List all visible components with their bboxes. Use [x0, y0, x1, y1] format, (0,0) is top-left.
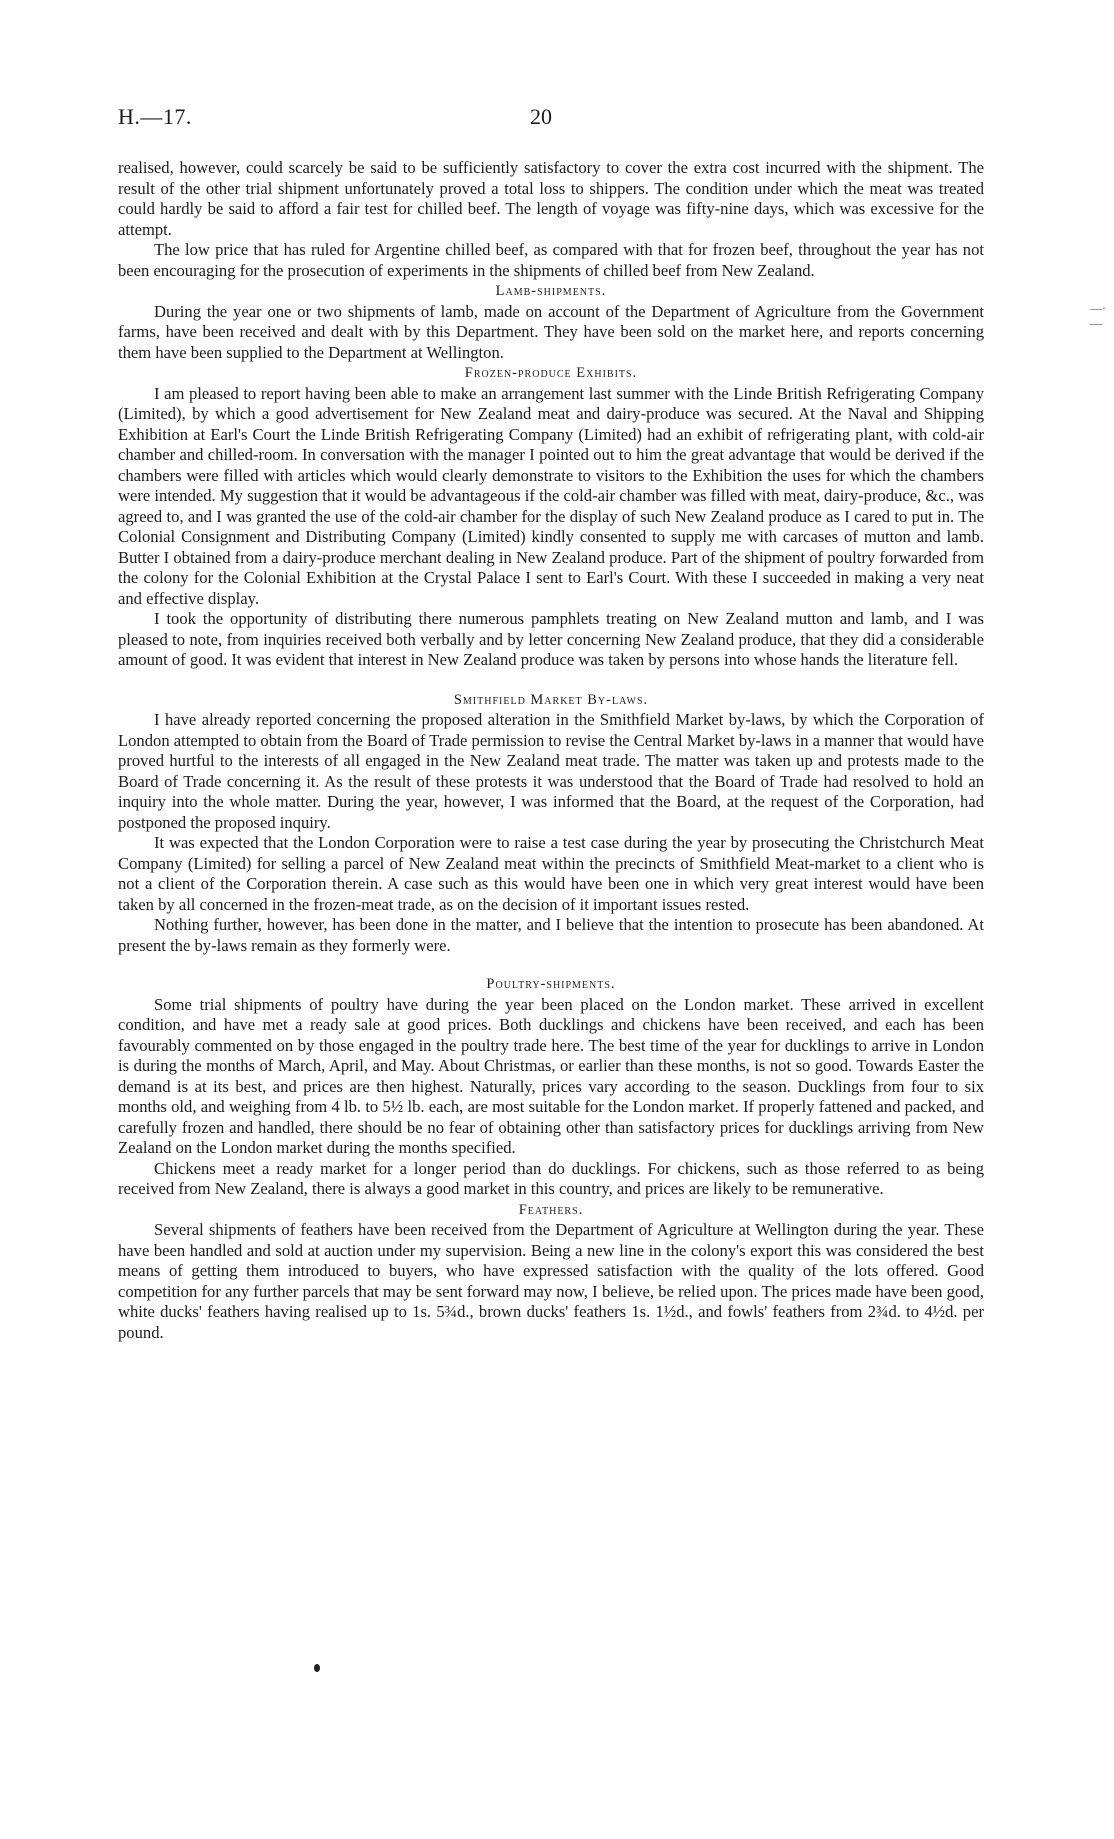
paragraph: I am pleased to report having been able to make an arrangement last summer with the Linde British Refrigerating Company (Limited), by which a good advertisement for New Zealand meat and dairy-produce was secured. At the Naval and Shipping Exhibition at Earl's Court the Linde British Refrigerating Company (Limited) had an exhibit of refrigerating plant, with cold-air chamber and chilled-room. In conversation with the manager I pointed out to him the great advantage that would be derived if the chambers were filled with articles which would clearly demonstrate to visitors to the Exhibition the uses for which the chambers were intended. My suggestion that it would be advantageous if the cold-air chamber was filled with meat, dairy-produce, &c., was agreed to, and I was granted the use of the cold-air chamber for the display of such New Zealand produce as I cared to put in. The Colonial Consignment and Distributing Company (Limited) kindly consented to supply me with carcases of mutton and lamb. Butter I obtained from a dairy-produce merchant dealing in New Zealand produce. Part of the shipment of poultry forwarded from the colony for the Colonial Exhibition at the Crystal Palace I sent to Earl's Court. With these I succeeded in making a very neat and effective display. [118, 383, 984, 608]
paragraph: Nothing further, however, has been done in the matter, and I believe that the intention to prosecute has been abandoned. At present the by-laws remain as they formerly were. [118, 915, 984, 955]
paragraph: Several shipments of feathers have been received from the Department of Agriculture at Wellington during the year. These have been handled and sold at auction under my supervision. Being a new line in the colony's export this was considered the best means of getting them introduced to buyers, who have expressed satisfaction with the quality of the lots offered. Good competition for any further parcels that may be sent forward may now, I believe, be relied upon. The prices made have been good, white ducks' feathers having realised up to 1s. 5¾d., brown ducks' feathers 1s. 1½d., and fowls' feathers from 2¾d. to 4½d. per pound. [118, 1220, 984, 1342]
section-heading-smithfield-market-by-laws: Smithfield Market By-laws. [453, 691, 649, 708]
section-heading-frozen-produce-exhibits: Frozen-produce Exhibits. [464, 365, 638, 381]
paragraph: The low price that has ruled for Argentine chilled beef, as compared with that for frozen beef, throughout the year has not been encouraging for the prosecution of experiments in the shipments of chilled beef from New Zealand. [118, 240, 984, 280]
section-heading-feathers: Feathers. [518, 1201, 584, 1218]
document-body [118, 158, 984, 1343]
section-heading-lamb-shipments: Lamb-shipments. [495, 283, 607, 299]
margin-mark: —·— [1090, 301, 1106, 330]
document-reference: H.—17. [118, 104, 192, 129]
paragraph: Chickens meet a ready market for a longer period than do ducklings. For chickens, such as those referred to as being received from New Zealand, there is always a good market in this country, and prices are likely to be remunerative. [118, 1158, 984, 1198]
ink-dot-mark [314, 1664, 320, 1672]
paragraph: It was expected that the London Corporation were to raise a test case during the year by prosecuting the Christchurch Meat Company (Limited) for selling a parcel of New Zealand meat within the precincts of Smithfield Meat-market to a client who is not a client of the Corporation therein. A case such as this would have been one in which very great interest would have been taken by all concerned in the frozen-meat trade, as on the decision of it important issues rested. [118, 833, 984, 914]
paragraph: Some trial shipments of poultry have during the year been placed on the London market. These arrived in excellent condition, and have met a ready sale at good prices. Both ducklings and chickens have been received, and each has been favourably commented on by those engaged in the poultry trade here. The best time of the year for ducklings to arrive in London is during the months of March, April, and May. About Christmas, or earlier than these months, is not so good. Towards Easter the demand is at its best, and prices are then highest. Naturally, prices vary according to the season. Ducklings from four to six months old, and weighing from 4 lb. to 5½ lb. each, are most suitable for the London market. If properly fattened and packed, and carefully frozen and handled, there should be no fear of obtaining other than satisfactory prices for ducklings arriving from New Zealand on the London market during the months specified. [118, 994, 984, 1157]
paragraph: I took the opportunity of distributing there numerous pamphlets treating on New Zealand mutton and lamb, and I was pleased to note, from inquiries received both verbally and by letter concerning New Zealand produce, that they did a considerable amount of good. It was evident that interest in New Zealand produce was taken by persons into whose hands the literature fell. [118, 609, 984, 669]
paragraph: I have already reported concerning the proposed alteration in the Smithfield Market by-laws, by which the Corporation of London attempted to obtain from the Board of Trade permission to revise the Central Market by-laws in a manner that would have proved hurtful to the interests of all engaged in the New Zealand meat trade. The matter was taken up and protests made to the Board of Trade concerning it. As the result of these protests it was understood that the Board of Trade had resolved to hold an inquiry into the whole matter. During the year, however, I was informed that the Board, at the request of the Corporation, had postponed the proposed inquiry. [118, 710, 984, 832]
page-number: 20 [530, 104, 552, 129]
paragraph: realised, however, could scarcely be said to be sufficiently satisfactory to cover the extra cost incurred with the shipment. The result of the other trial shipment unfortunately proved a total loss to shippers. The condition under which the meat was treated could hardly be said to afford a fair test for chilled beef. The length of voyage was fifty-nine days, which was excessive for the attempt. [118, 158, 984, 239]
paragraph: During the year one or two shipments of lamb, made on account of the Department of Agriculture from the Government farms, have been received and dealt with by this Department. They have been sold on the market here, and reports concerning them have been supplied to the Department at Wellington. [118, 301, 984, 362]
section-heading-poultry-shipments: Poultry-shipments. [486, 976, 616, 992]
